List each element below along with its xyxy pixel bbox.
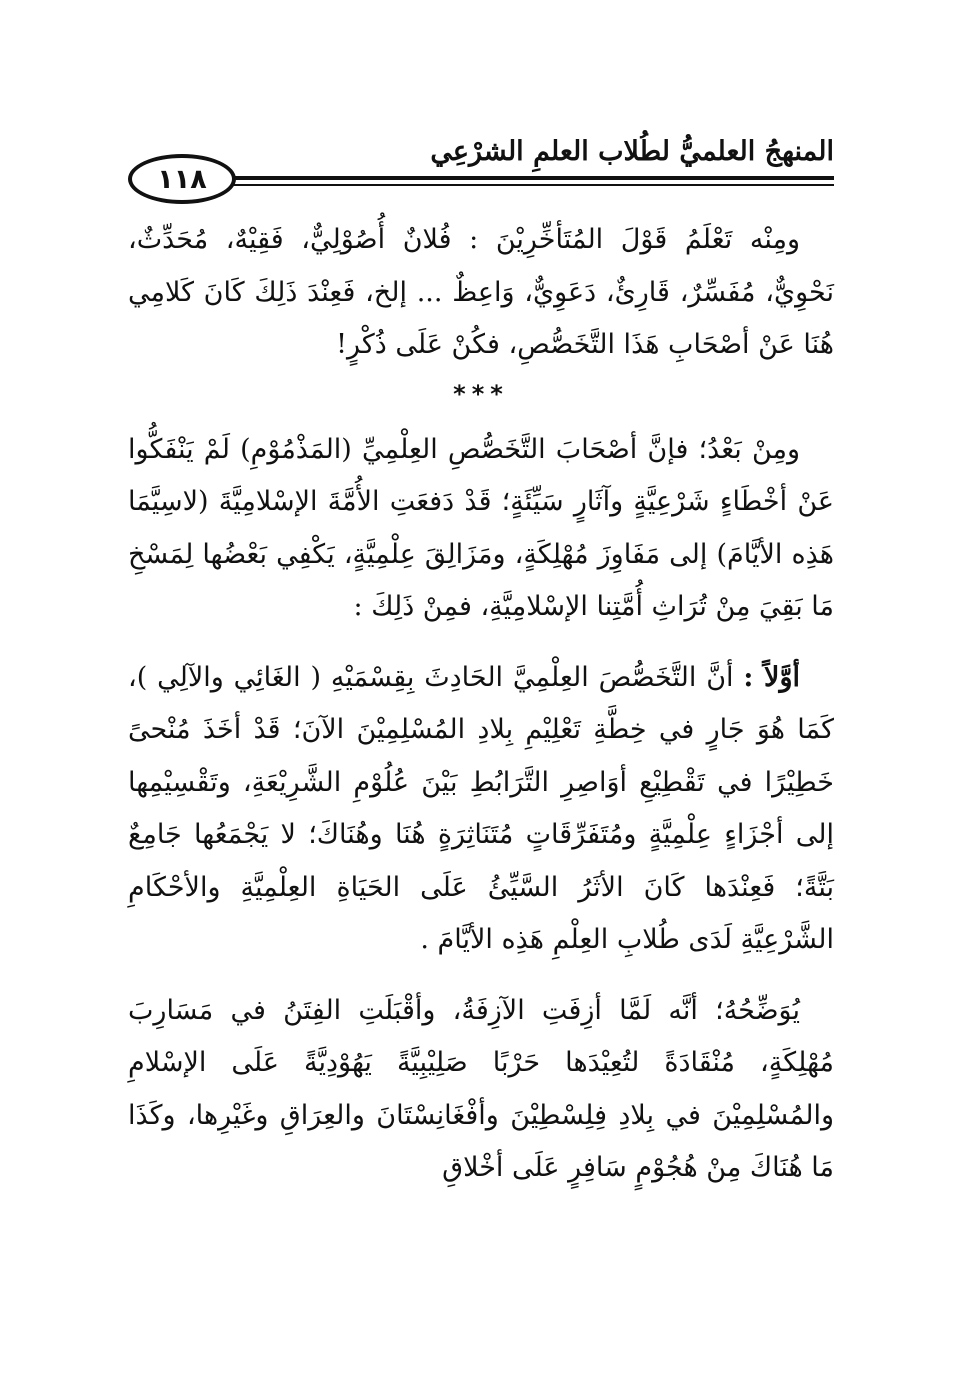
header-rule-thick [228, 176, 834, 180]
running-title: المنهجُ العلميُّ لطُلاب العلمِ الشرْعِي [430, 136, 834, 167]
header-rule-thin [228, 184, 834, 186]
paragraph-3-text: أنَّ التَّخَصُّصَ العِلْمِيَّ الحَادِثَ بِقِسْمَيْهِ ( الغَائِي والآلِي )، كَمَا هُوَ جَارٍ في خِطَّةِ تَعْلِيْمِ بِلادِ المُسْلِمِيْنَ الآنَ؛ قَدْ أخَذَ مُنْحىً خَطِيْرًا في تَقْطِيْعِ أوَاصِرِ التَّرَابُطِ بَيْنَ عُلُوْمِ الشَّرِيْعَةِ، وتَقْسِيْمِها إلى أجْزَاءٍ عِلْمِيَّةٍ ومُتَفَرِّقَاتٍ مُتَنَاثِرَةٍ هُنَا وهُنَاكَ؛ لا يَجْمَعُها جَامِعٌ بَتَّةً؛ فَعِنْدَها كَانَ الأثَرُ السَّيِّئُ عَلَى الحَيَاةِ العِلْمِيَّةِ والأحْكَامِ الشَّرْعِيَّةِ لَدَى طُلابِ العِلْمِ هَذِه الأيَّامَ . [128, 661, 834, 955]
paragraph-1: ومِنْه تَعْلَمُ قَوْلَ المُتَأخِّرِيْنَ : فُلانٌ أُصُوْلِيٌّ، فَقِيْهٌ، مُحَدِّثٌ، نَحْوِيٌّ، مُفَسِّرٌ، قَارِئٌ، دَعَوِيٌّ، وَاعِظٌ ... إلخ، فَعِنْدَ ذَلِكَ كَانَ كَلامِي هُنَا عَنْ أصْحَابِ هَذَا التَّخَصُّصِ، فكُنْ عَلَى ذُكْرٍ! [128, 224, 834, 360]
page-header [128, 132, 834, 216]
paragraph-gap [128, 967, 834, 985]
page-number-badge [128, 154, 236, 204]
paragraph-3-lead: أوَّلاً : [743, 661, 800, 693]
paragraph-gap [128, 634, 834, 652]
paragraph-4: يُوَضِّحُهُ؛ أنَّه لَمَّا أزِفَتِ الآزِفَةُ، وأقْبَلَتِ الفِتَنُ في مَسَارِبَ مُهْلِكَةٍ، مُنْقَادَةً لتُعِيْدَها حَرْبًا صَلِيْبِيَّةً يَهُوْدِيَّةً عَلَى الإسْلامِ والمُسْلِمِيْنَ في بِلادِ فِلِسْطِيْنَ وأفْغَانِسْتَانَ والعِرَاقِ وغَيْرِها، وكَذَا مَا هُنَاكَ مِنْ هُجُوْمٍ سَافِرٍ عَلَى أخْلاقِ [128, 994, 834, 1183]
page-number: ١١٨ [157, 163, 207, 195]
page-body [128, 214, 834, 1195]
section-separator: *** [453, 379, 509, 408]
paragraph-2: ومِنْ بَعْدُ؛ فإنَّ أصْحَابَ التَّخَصُّصِ العِلْمِيِّ (المَذْمُوْمِ) لَمْ يَنْفَكُّوا عَنْ أخْطَاءٍ شَرْعِيَّةٍ وآثَارٍ سَيِّئَةٍ؛ قَدْ دَفعَتِ الأُمَّةَ الإسْلامِيَّةَ (لاسِيَّمَا هَذِه الأيَّامَ) إلى مَفَاوِزَ مُهْلِكَةٍ، ومَزَالِقَ عِلْمِيَّةٍ، يَكْفِي بَعْضُها لِمَسْخِ مَا بَقِيَ مِنْ تُرَاثِ أُمَّتِنا الإسْلامِيَّةِ، فمِنْ ذَلِكَ : [128, 433, 834, 622]
paragraph-3 [128, 652, 834, 967]
